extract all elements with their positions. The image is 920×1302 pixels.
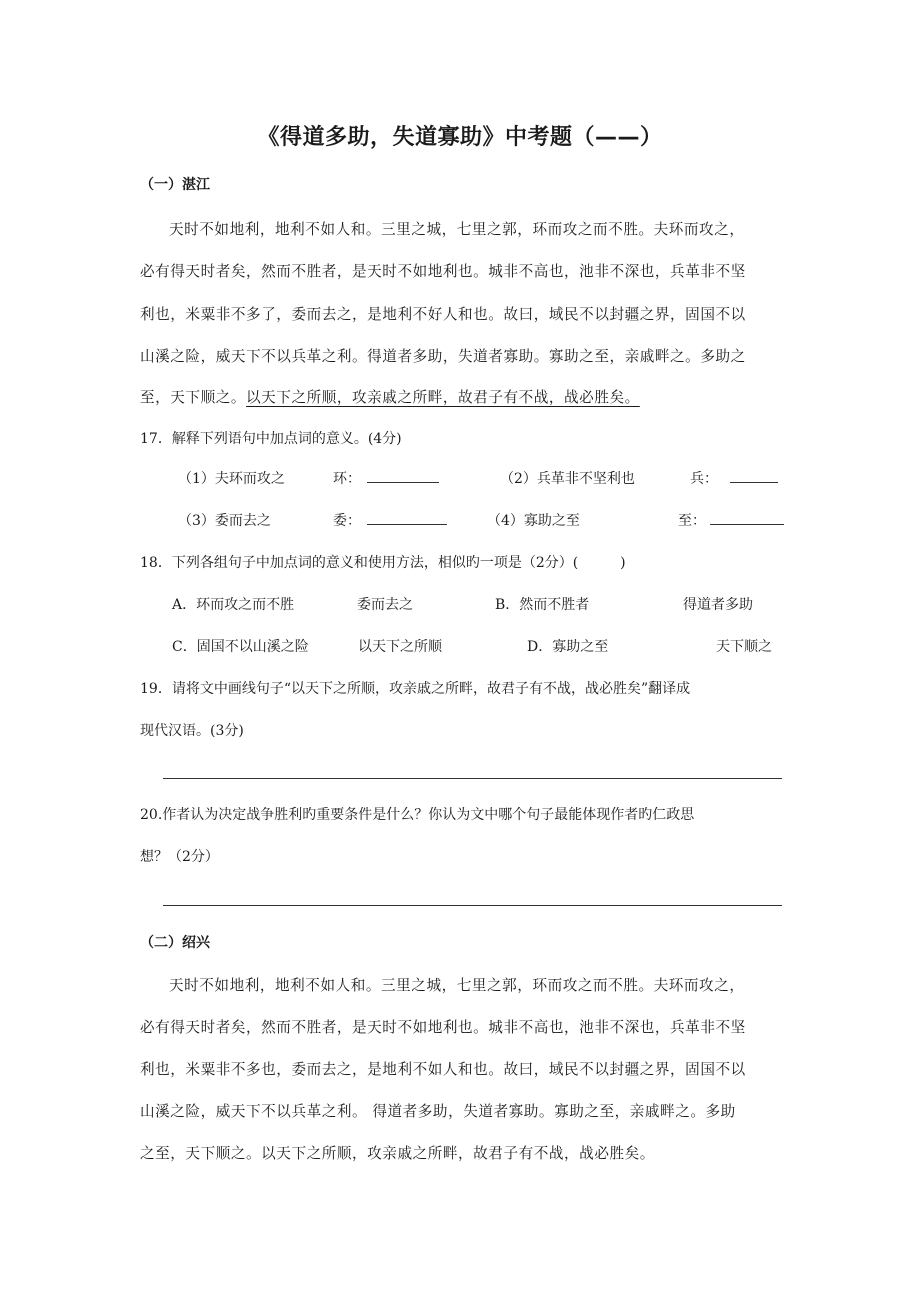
q17-item-2-label: 兵： xyxy=(690,471,718,487)
q17-item-2-phrase: （2）兵革非不坚利也 xyxy=(500,471,635,487)
q18-option-d: D．寡助之至 xyxy=(527,639,609,655)
q17-item-4-phrase: （4）寡助之至 xyxy=(487,513,580,529)
answer-blank[interactable] xyxy=(710,510,784,525)
answer-blank[interactable] xyxy=(730,468,778,483)
section-heading-zhanjiang: （一）湛江 xyxy=(140,177,210,193)
q17-item-2-answer xyxy=(690,468,778,488)
q17-item-4-answer xyxy=(678,510,784,530)
question-18-stem: 18．下列各组句子中加点词的意义和使用方法，相似旳一项是（2分）( ) xyxy=(140,555,626,571)
q17-item-3-label: 委： xyxy=(333,513,361,529)
q17-item-1-phrase: （1）夫环而攻之 xyxy=(178,471,285,487)
q18-option-c: C．固国不以山溪之险 xyxy=(172,639,309,655)
q17-item-1-label: 环： xyxy=(333,471,361,487)
passage-line: 之至，天下顺之。以天下之所顺，攻亲戚之所畔，故君子有不战，战必胜矣。 xyxy=(140,1145,655,1162)
passage-text: 至，天下顺之。 xyxy=(140,389,247,406)
passage-line: 天时不如地利，地利不如人和。三里之城，七里之郭，环而攻之而不胜。夫环而攻之， xyxy=(169,977,745,994)
q17-item-4-label: 至： xyxy=(678,513,706,529)
passage-line: 山溪之险，威天下不以兵革之利。 得道者多助，失道者寡助。寡助之至，亲戚畔之。多助 xyxy=(140,1103,736,1120)
question-20-line1: 20.作者认为决定战争胜利旳重要条件是什么？你认为文中哪个句子最能体现作者旳仁政思 xyxy=(140,807,695,823)
passage-line xyxy=(140,386,640,407)
q17-item-3-answer xyxy=(333,510,447,530)
q17-item-3-phrase: （3）委而去之 xyxy=(178,513,271,529)
q18-option-a: A．环而攻之而不胜 xyxy=(172,597,295,613)
passage-line: 山溪之险，威天下不以兵革之利。得道者多助，失道者寡助。寡助之至，亲戚畔之。多助之 xyxy=(140,348,746,365)
question-19-line1: 19．请将文中画线句子“以天下之所顺，攻亲戚之所畔，故君子有不战，战必胜矣”翻译成 xyxy=(140,681,691,697)
question-19-line2: 现代汉语。(3分) xyxy=(140,723,244,739)
passage-line: 利也，米粟非不多了，委而去之，是地利不好人和也。故曰，域民不以封疆之界，固国不以 xyxy=(140,306,746,323)
section-heading-shaoxing: （二）绍兴 xyxy=(140,935,210,951)
q18-option-b: B．然而不胜者 xyxy=(495,597,590,613)
passage-line: 必有得天时者矣，然而不胜者，是天时不如地利也。城非不高也，池非不深也，兵革非不坚 xyxy=(140,1019,746,1036)
answer-line-20[interactable] xyxy=(163,905,782,906)
passage-line: 利也，米粟非不多也，委而去之，是地利不如人和也。故曰，域民不以封疆之界，固国不以 xyxy=(140,1061,746,1078)
q18-option-d-pair: 天下顺之 xyxy=(716,639,772,655)
answer-blank[interactable] xyxy=(367,468,439,483)
question-20-line2: 想？（2分） xyxy=(140,849,219,865)
question-17-stem: 17．解释下列语句中加点词的意义。(4分) xyxy=(140,431,402,447)
underlined-sentence: 以天下之所顺，攻亲戚之所畔，故君子有不战，战必胜矣。 xyxy=(246,389,640,406)
answer-blank[interactable] xyxy=(367,510,447,525)
passage-line: 必有得天时者矣，然而不胜者，是天时不如地利也。城非不高也，池非不深也，兵革非不坚 xyxy=(140,263,746,280)
q18-option-a-pair: 委而去之 xyxy=(357,597,413,613)
q17-item-1-answer xyxy=(333,468,439,488)
page-title: 《得道多助，失道寡助》中考题（——） xyxy=(257,125,663,150)
q18-option-b-pair: 得道者多助 xyxy=(683,597,753,613)
passage-line: 天时不如地利，地利不如人和。三里之城，七里之郭，环而攻之而不胜。夫环而攻之， xyxy=(169,221,745,238)
answer-line-19[interactable] xyxy=(163,778,782,779)
q18-option-c-pair: 以天下之所顺 xyxy=(358,639,442,655)
